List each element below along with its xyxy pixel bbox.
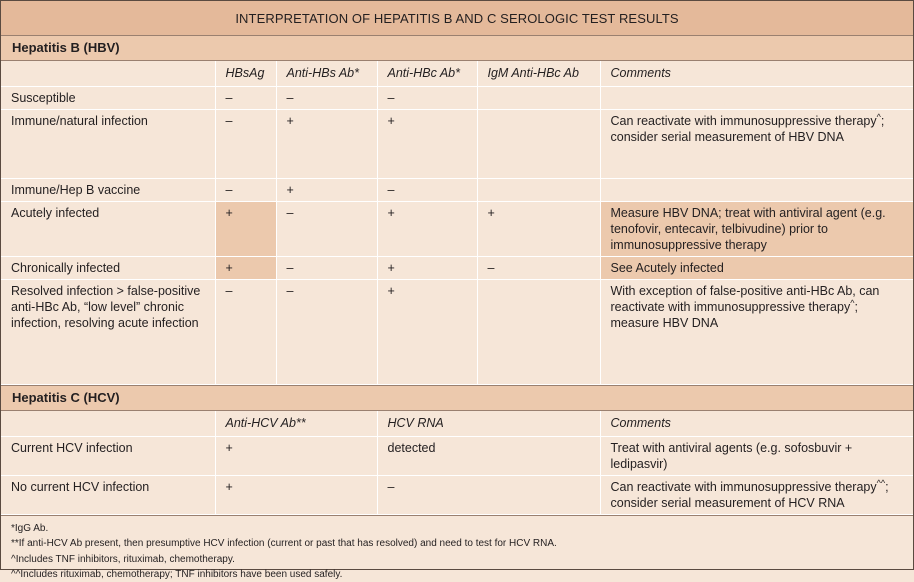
hcv-header-row <box>1 411 913 437</box>
hbv-header-hbsag: HBsAg <box>215 61 276 87</box>
table-row <box>1 110 913 179</box>
rna-cell: – <box>377 476 600 515</box>
row-label: No current HCV infection <box>1 476 215 515</box>
footnote-anti-hcv: **If anti-HCV Ab present, then presumptive HCV infection (current or past that has resolved) and need to test for HCV RNA. <box>11 538 557 550</box>
comment-cell <box>600 280 913 385</box>
table-row <box>1 257 913 280</box>
hbv-header-antihbs: Anti-HBs Ab* <box>276 61 377 87</box>
hbv-table <box>1 61 913 385</box>
comment-text: With exception of false-positive anti-HBc Ab, can reactivate with immunosuppressive therapy <box>610 284 880 314</box>
antihbc-cell: – <box>377 179 477 202</box>
footnote-marker: ^ <box>850 297 855 308</box>
hbsag-cell: – <box>215 280 276 385</box>
row-label: Immune/Hep B vaccine <box>1 179 215 202</box>
antihbc-cell: + <box>377 110 477 179</box>
footnote-caret: ^Includes TNF inhibitors, rituximab, chemotherapy. <box>11 553 235 565</box>
antihbs-cell: + <box>276 110 377 179</box>
row-label: Acutely infected <box>1 202 215 257</box>
antihbc-cell: – <box>377 87 477 110</box>
antihbs-cell: – <box>276 257 377 280</box>
comment-cell <box>600 437 913 476</box>
footnote-double-caret: ^^Includes rituximab, chemotherapy; TNF inhibitors have been used safely. <box>11 568 343 580</box>
rna-cell: detected <box>377 437 600 476</box>
hbsag-cell: – <box>215 179 276 202</box>
hcv-table <box>1 411 913 515</box>
comment-cell <box>600 179 913 202</box>
comment-tail: ; consider serial measurement of HBV DNA <box>610 114 885 144</box>
comment-text: Treat with antiviral agents (e.g. sofosbuvir + ledipasvir) <box>610 441 853 471</box>
footnote-igg: *IgG Ab. <box>11 523 49 534</box>
comment-cell <box>600 202 913 257</box>
table-row <box>1 87 913 110</box>
comment-cell <box>600 87 913 110</box>
antihcv-cell: + <box>215 437 377 476</box>
comment-cell <box>600 476 913 515</box>
igm-cell <box>477 110 600 179</box>
table-row <box>1 202 913 257</box>
antihbc-cell: + <box>377 280 477 385</box>
table-row <box>1 280 913 385</box>
antihcv-cell: + <box>215 476 377 515</box>
table-row <box>1 437 913 476</box>
comment-text: Measure HBV DNA; treat with antiviral agent (e.g. tenofovir, entecavir, telbivudine) prior to immunosuppressive therapy <box>610 206 886 252</box>
hbv-header-igm: IgM Anti-HBc Ab <box>477 61 600 87</box>
hbv-header-antihbc: Anti-HBc Ab* <box>377 61 477 87</box>
hbv-header-blank <box>1 61 215 87</box>
antihbs-cell: + <box>276 179 377 202</box>
row-label: Current HCV infection <box>1 437 215 476</box>
row-label: Susceptible <box>1 87 215 110</box>
comment-text: See Acutely infected <box>610 261 724 275</box>
hcv-section-title: Hepatitis C (HCV) <box>1 385 913 411</box>
comment-cell <box>600 110 913 179</box>
hcv-header-blank <box>1 411 215 437</box>
hbv-section-title: Hepatitis B (HBV) <box>1 36 913 61</box>
hbv-header-row <box>1 61 913 87</box>
table-row <box>1 179 913 202</box>
hbsag-cell: – <box>215 110 276 179</box>
hcv-header-antihcv: Anti-HCV Ab** <box>215 411 377 437</box>
antihbs-cell: – <box>276 87 377 110</box>
igm-cell: + <box>477 202 600 257</box>
table-row <box>1 476 913 515</box>
comment-tail: ; consider serial measurement of HCV RNA <box>610 480 889 510</box>
igm-cell <box>477 179 600 202</box>
hbsag-cell: + <box>215 257 276 280</box>
table-title: INTERPRETATION OF HEPATITIS B AND C SEROLOGIC TEST RESULTS <box>1 1 913 36</box>
footnote-marker: ^^ <box>876 477 886 488</box>
comment-tail: ; measure HBV DNA <box>610 300 858 330</box>
hcv-header-comments: Comments <box>600 411 913 437</box>
footnotes <box>1 515 913 582</box>
row-label: Resolved infection > false-positive anti-HBc Ab, “low level” chronic infection, resolving acute infection <box>1 280 215 385</box>
igm-cell: – <box>477 257 600 280</box>
row-label: Chronically infected <box>1 257 215 280</box>
antihbc-cell: + <box>377 202 477 257</box>
antihbc-cell: + <box>377 257 477 280</box>
row-label: Immune/natural infection <box>1 110 215 179</box>
hcv-header-rna: HCV RNA <box>377 411 600 437</box>
igm-cell <box>477 87 600 110</box>
hbv-header-comments: Comments <box>600 61 913 87</box>
comment-cell <box>600 257 913 280</box>
comment-text: Can reactivate with immunosuppressive therapy <box>610 480 877 494</box>
footnote-marker: ^ <box>876 111 881 122</box>
hbsag-cell: – <box>215 87 276 110</box>
antihbs-cell: – <box>276 280 377 385</box>
igm-cell <box>477 280 600 385</box>
comment-text: Can reactivate with immunosuppressive therapy <box>610 114 877 128</box>
antihbs-cell: – <box>276 202 377 257</box>
hbsag-cell: + <box>215 202 276 257</box>
